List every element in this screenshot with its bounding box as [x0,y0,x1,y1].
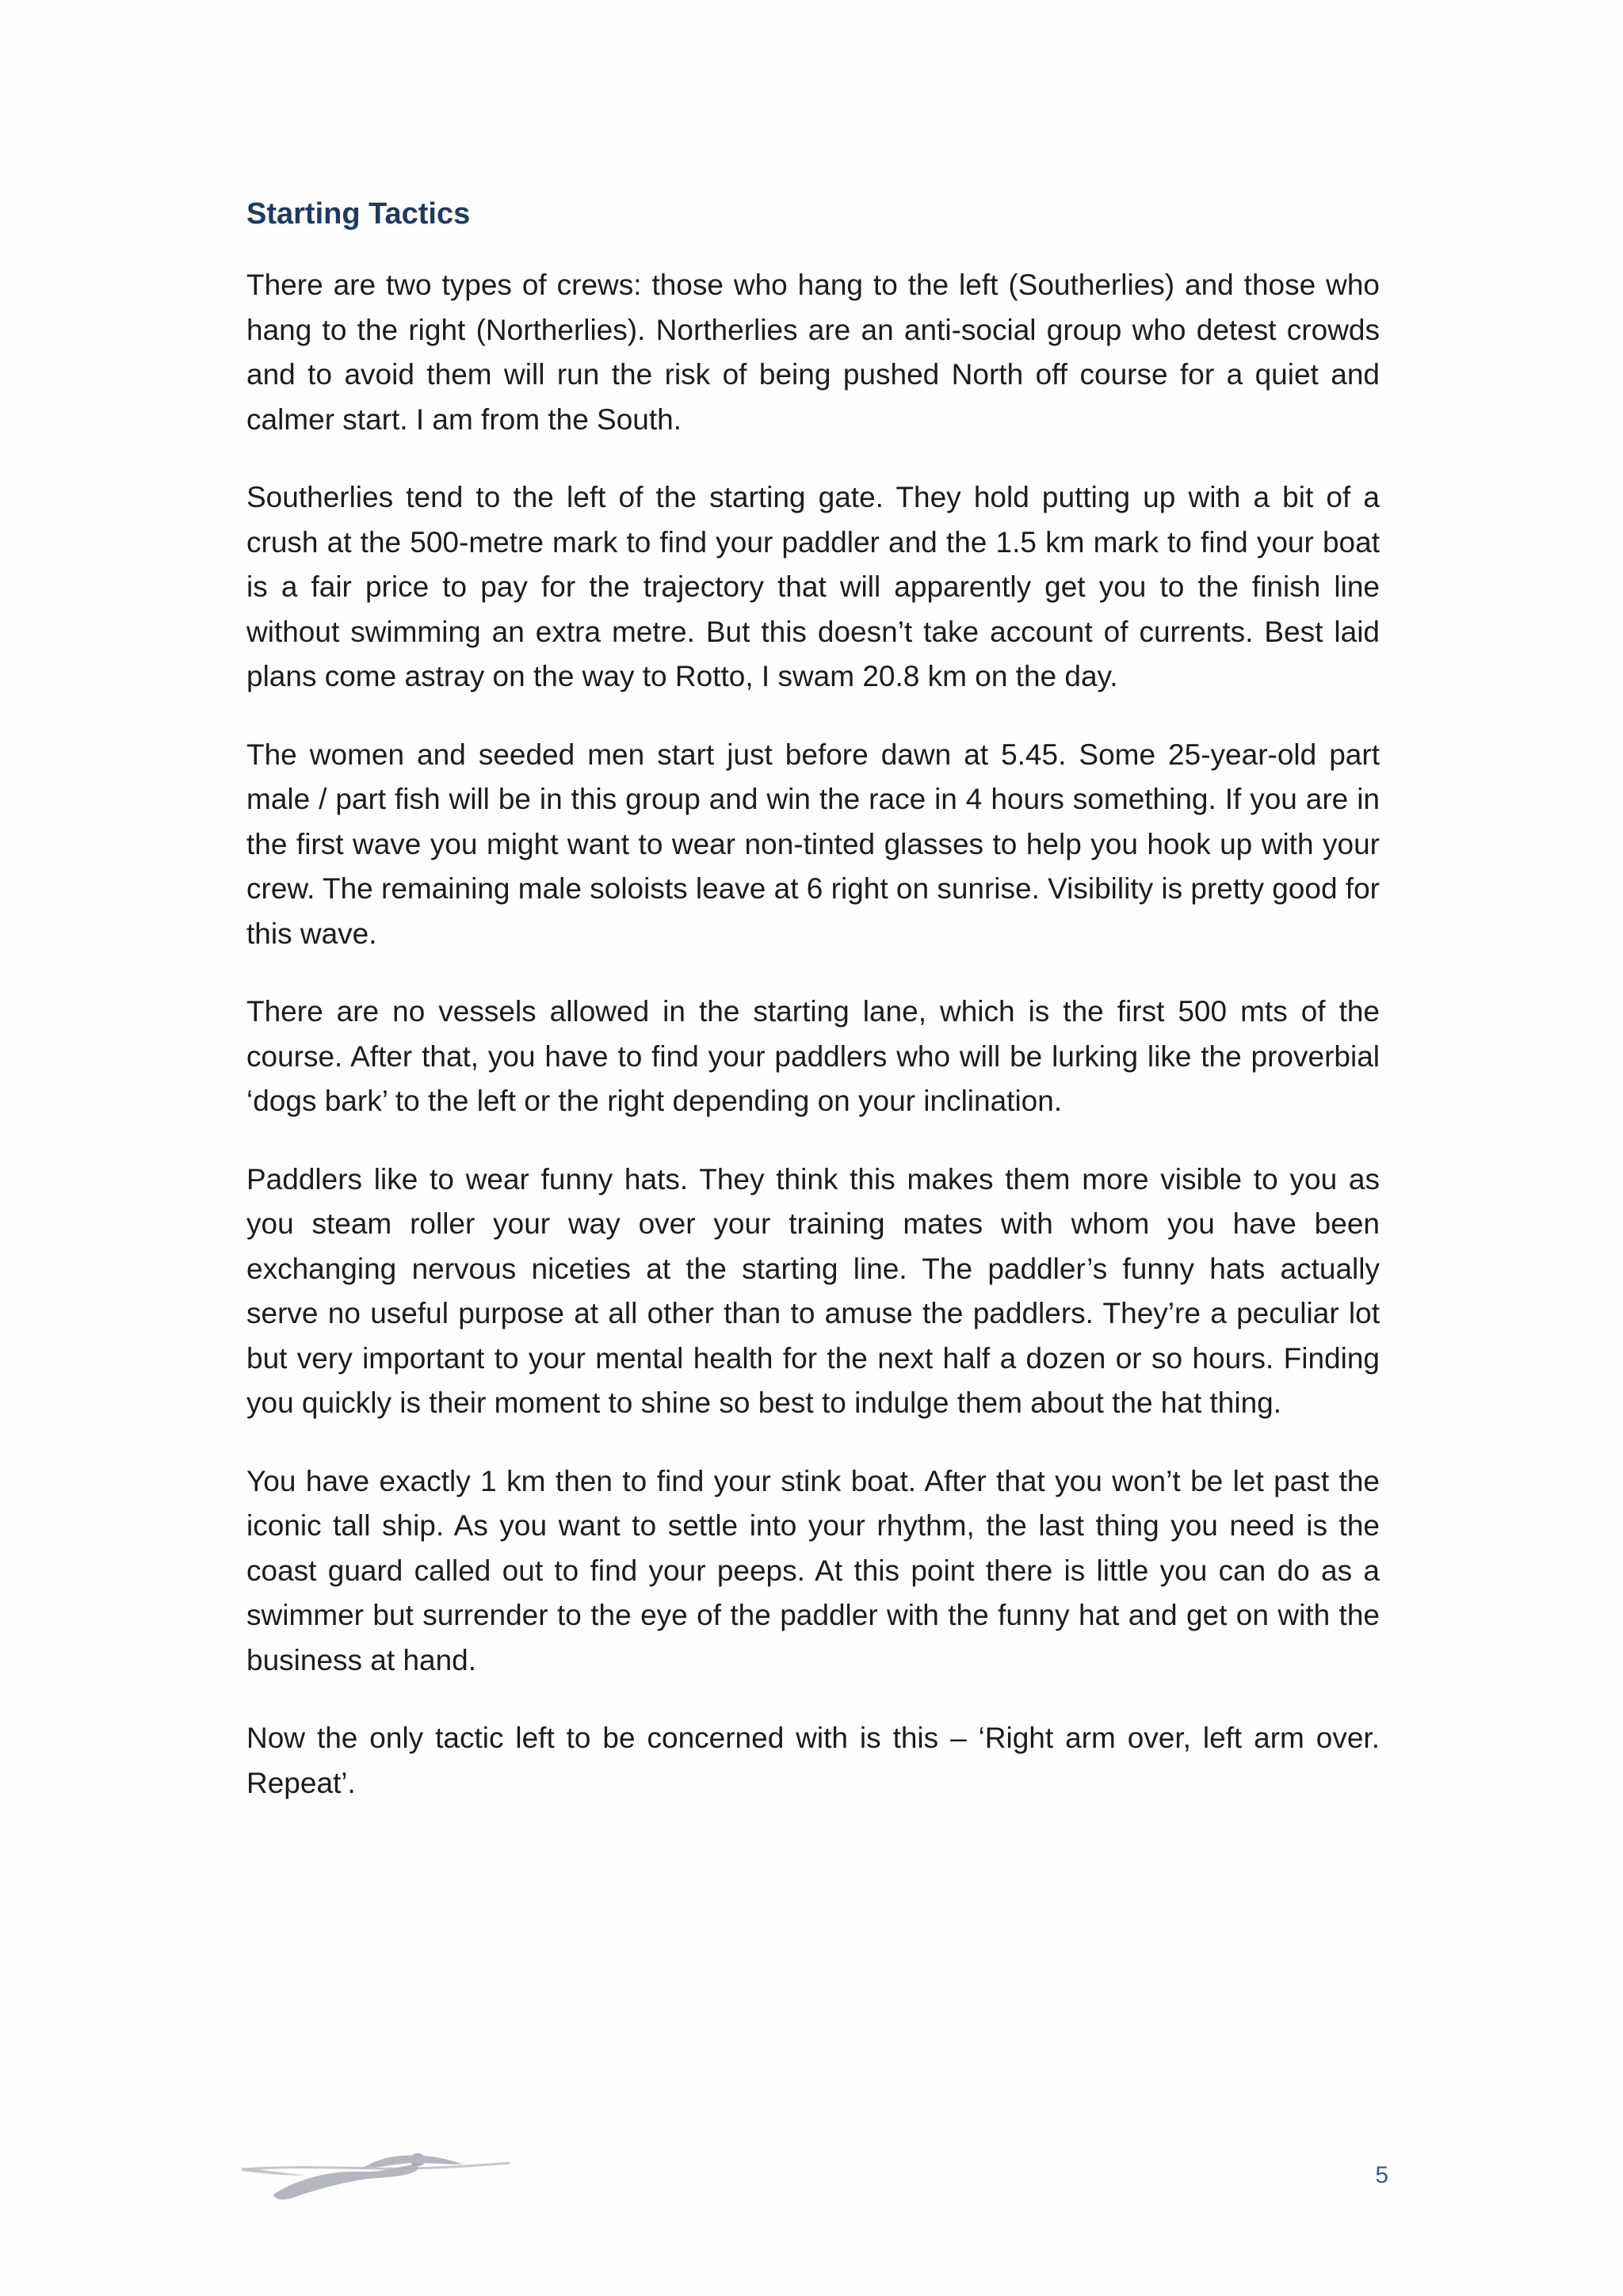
paragraph-3: The women and seeded men start just before dawn at 5.45. Some 25-year-old part male / part fish will be in this group and win the race in 4 hours something. If you are in the first wave you might want to wear non-tinted glasses to help you hook up with your crew. The remaining male soloists leave at 6 right on sunrise. Visibility is pretty good for this wave. [246,738,1380,950]
paragraph-1: There are two types of crews: those who hang to the left (Southerlies) and those who hang to the right (Northerlies). Northerlies are an anti-social group who detest crowds and to avoid them will run the risk of being pushed North off course for a quiet and calmer start. I am from the South. [246,269,1380,436]
paragraph-4: There are no vessels allowed in the starting lane, which is the first 500 mts of the course. After that, you have to find your paddlers who will be lurking like the proverbial ‘dogs bark’ to the left or the right depending on your inclination. [246,995,1380,1117]
swimmer-logo-icon [242,2149,511,2204]
page-number: 5 [1375,2162,1388,2188]
paragraph-5: Paddlers like to wear funny hats. They think this makes them more visible to you as you steam roller your way over your training mates with whom you have been exchanging nervous niceties at the starting line. The paddler’s funny hats actually serve no useful purpose at all other than to amuse the paddlers. They’re a peculiar lot but very important to your mental health for the next half a dozen or so hours. Finding you quickly is their moment to shine so best to indulge them about the hat thing. [246,1162,1380,1419]
paragraph-6: You have exactly 1 km then to find your stink boat. After that you won’t be let past the iconic tall ship. As you want to settle into your rhythm, the last thing you need is the coast guard called out to find your peeps. At this point there is little you can do as a swimmer but surrender to the eye of the paddler with the funny hat and get on with the business at hand. [246,1464,1380,1676]
document-body [246,195,1380,1839]
paragraph-2: Southerlies tend to the left of the starting gate. They hold putting up with a bit of a crush at the 500-metre mark to find your paddler and the 1.5 km mark to find your boat is a fair price to pay for the trajectory that will apparently get you to the finish line without swimming an extra metre. But this doesn’t take account of currents. Best laid plans come astray on the way to Rotto, I swam 20.8 km on the day. [246,481,1380,692]
paragraph-7: Now the only tactic left to be concerned with is this – ‘Right arm over, left arm over. Repeat’. [246,1722,1380,1799]
section-heading: Starting Tactics [246,197,471,231]
